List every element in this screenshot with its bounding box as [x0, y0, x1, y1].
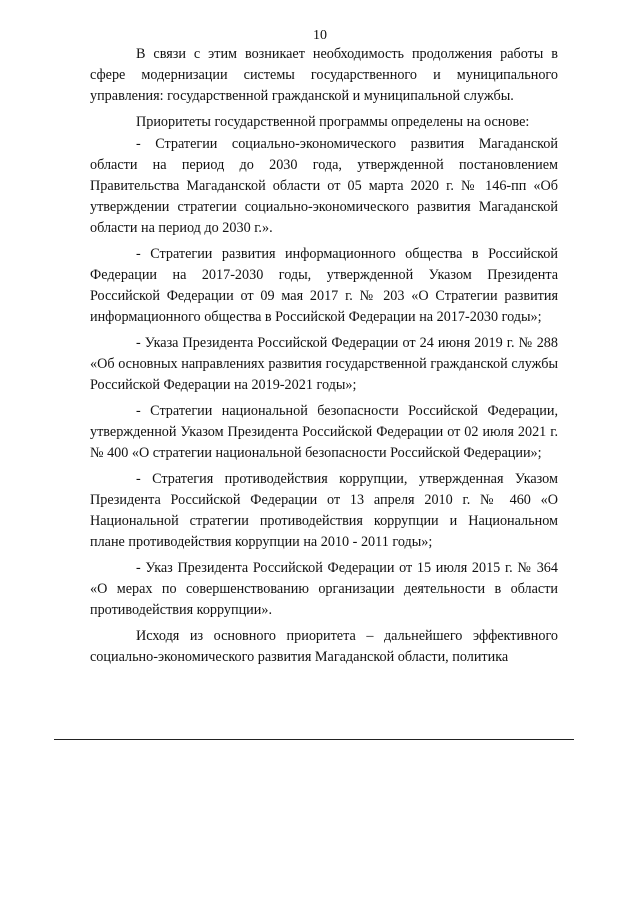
list-item-information-society: - Стратегии развития информационного общества в Российской Федерации на 2017-2030 годы, утвержденной Указом Президента Российской Федерации от 09 мая 2017 г. № 203 «О Стратегии развития информационного общества в Российской Федерации на 2017-2030 годы»;	[90, 246, 558, 325]
list-item-anti-corruption-decree: - Указ Президента Российской Федерации от 15 июля 2015 г. № 364 «О мерах по совершенствованию организации деятельности в области противодействия коррупции».	[90, 560, 558, 618]
paragraph-priorities: Приоритеты государственной программы определены на основе:	[136, 114, 530, 130]
page-number: 10	[313, 28, 327, 43]
list-item-civil-service-decree: - Указа Президента Российской Федерации от 24 июня 2019 г. № 288 «Об основных направлениях развития государственной гражданской службы Российской Федерации на 2019-2021 годы»;	[90, 335, 558, 393]
list-item-national-security: - Стратегии национальной безопасности Российской Федерации, утвержденной Указом Президента Российской Федерации от 02 июля 2021 г. № 400 «О стратегии национальной безопасности Российской Федерации»;	[90, 403, 558, 461]
page-bottom-divider	[54, 739, 574, 740]
paragraph-intro: В связи с этим возникает необходимость продолжения работы в сфере модернизации системы государственного и муниципального управления: государственной гражданской и муниципальной службы.	[90, 46, 558, 104]
paragraph-main-priority: Исходя из основного приоритета – дальнейшего эффективного социально-экономического развития Магаданской области, политика	[90, 628, 558, 665]
document-body	[90, 44, 558, 673]
list-item-strategy-magadan: - Стратегии социально-экономического развития Магаданской области на период до 2030 года, утвержденной постановлением Правительства Магаданской области от 05 марта 2020 г. № 146-пп «Об утверждении стратегии социально-экономического развития Магаданской области на период до 2030 г.».	[90, 136, 558, 236]
list-item-anti-corruption-strategy: - Стратегия противодействия коррупции, утвержденная Указом Президента Российской Федерации от 13 апреля 2010 г. № 460 «О Национальной стратегии противодействия коррупции и Национальном плане противодействия коррупции на 2010 - 2011 годы»;	[90, 471, 558, 550]
